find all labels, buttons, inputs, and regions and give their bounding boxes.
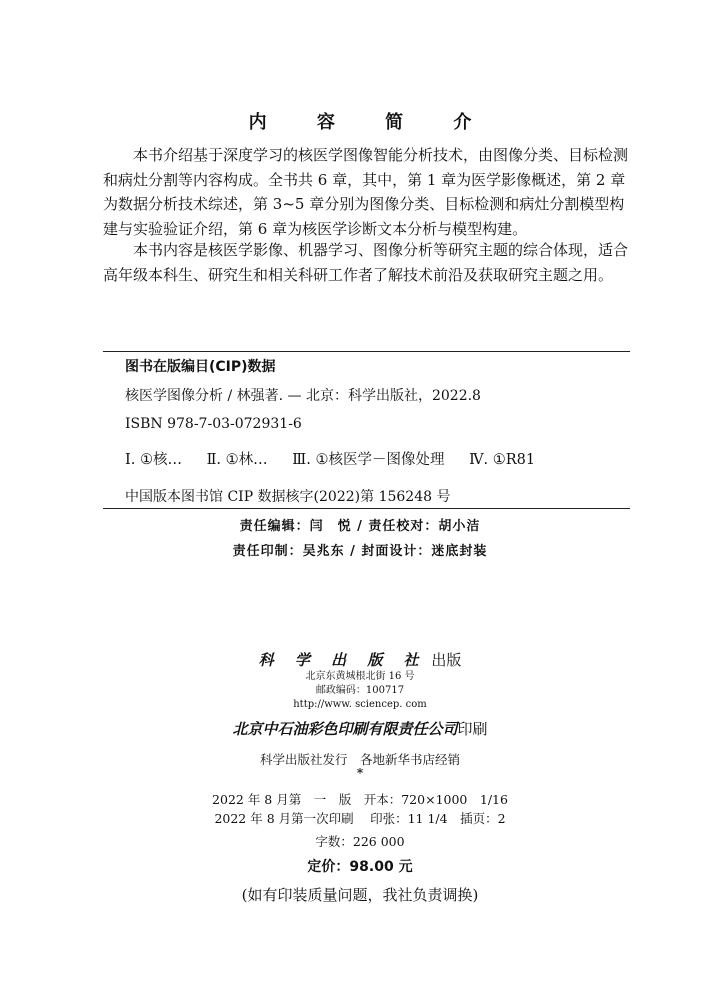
cip-class-item: Ⅲ. ①核医学－图像处理 — [292, 452, 445, 468]
printer-line — [0, 718, 720, 739]
publisher-postcode: 邮政编码：100717 — [315, 685, 405, 696]
cip-class-item: Ⅳ. ①R81 — [469, 452, 536, 468]
printer-suffix: 印刷 — [457, 720, 488, 738]
cip-class-item: Ⅰ. ①核… — [125, 452, 182, 468]
publisher-address: 北京东黄城根北街 16 号 — [305, 671, 415, 682]
cip-heading: 图书在版编目(CIP)数据 — [125, 359, 276, 375]
cip-top-rule — [103, 351, 630, 352]
cip-class-item: Ⅱ. ①林… — [206, 452, 268, 468]
intro-paragraph-1: 本书介绍基于深度学习的核医学图像智能分析技术，由图像分类、目标检测和病灶分割等内容构成。全书共 6 章，其中，第 1 章为医学影像概述，第 2 章为数据分析技术综述，第 3~5 章分别为图像分类、目标检测和病灶分割模型构建与实验验证介绍，第 6 章为核医学诊断文本分析与模型构建。 — [103, 146, 629, 238]
distribution-line: 科学出版社发行 各地新华书店经销 — [259, 752, 460, 767]
publisher-name: 科 学 出 版 社 — [258, 651, 427, 669]
edition-line-1: 2022 年 8 月第 一 版 开本：720×1000 1/16 — [212, 792, 508, 807]
cip-title-line: 核医学图像分析 / 林强著. — 北京：科学出版社，2022.8 — [125, 388, 481, 404]
intro-title: 内 容 简 介 — [248, 112, 494, 133]
editors-line-1: 责任编辑：闫 悦 / 责任校对：胡小洁 — [239, 519, 481, 534]
quality-note: (如有印装质量问题，我社负责调换) — [241, 886, 479, 904]
editors-line-2: 责任印制：吴兆东 / 封面设计：迷底封装 — [232, 544, 488, 559]
separator-star: * — [356, 766, 364, 780]
cip-classification — [125, 448, 555, 469]
price: 定价：98.00 元 — [307, 859, 413, 875]
cip-bottom-rule — [103, 508, 630, 509]
publisher-url: http://www. sciencep. com — [293, 699, 427, 710]
publisher-line — [0, 649, 720, 670]
cip-record-number: 中国版本图书馆 CIP 数据核字(2022)第 156248 号 — [125, 489, 451, 505]
printer-name: 北京中石油彩色印刷有限责任公司 — [232, 720, 458, 738]
publisher-suffix: 出版 — [431, 651, 462, 669]
word-count: 字数：226 000 — [315, 834, 405, 849]
edition-line-2: 2022 年 8 月第一次印刷 印张：11 1/4 插页：2 — [214, 811, 506, 826]
intro-paragraph-2: 本书内容是核医学影像、机器学习、图像分析等研究主题的综合体现，适合高年级本科生、研究生和相关科研工作者了解技术前沿及获取研究主题之用。 — [103, 241, 629, 284]
cip-isbn: ISBN 978-7-03-072931-6 — [125, 416, 302, 432]
